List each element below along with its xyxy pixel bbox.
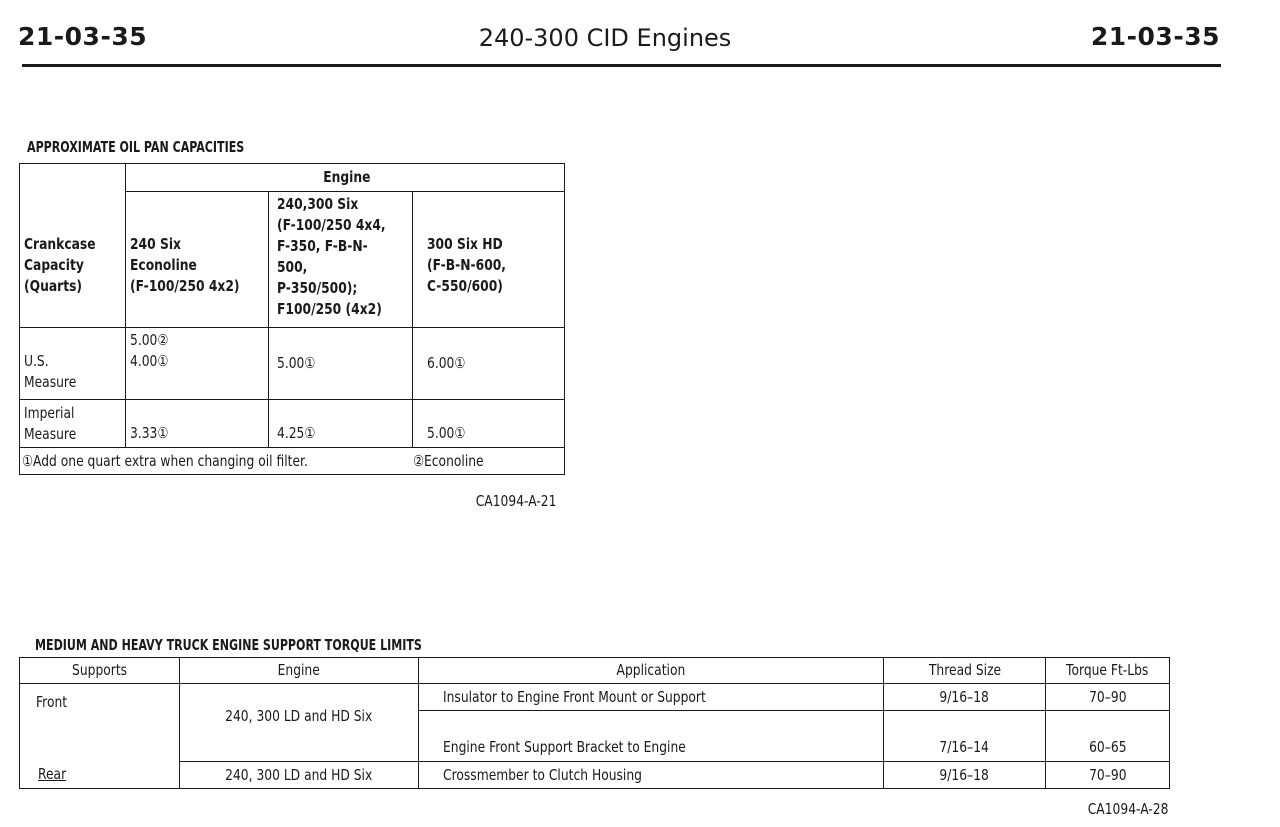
value-cell xyxy=(413,328,565,400)
engine-group-label: Engine xyxy=(323,168,371,186)
torque-crossmember: 70–90 xyxy=(1088,765,1127,784)
page-number-left: 21-03-35 xyxy=(18,22,148,51)
supports-rear-cell xyxy=(20,762,180,789)
application-cell xyxy=(418,711,884,762)
application-insulator: Insulator to Engine Front Mount or Support xyxy=(442,687,706,706)
value-imperial-240-300-six: 4.25① xyxy=(276,424,316,442)
row-label-cell xyxy=(20,328,126,400)
header-supports: Supports xyxy=(71,661,127,679)
application-cell xyxy=(418,684,884,711)
header-torque: Torque Ft-Lbs xyxy=(1066,661,1149,679)
torque-front-bracket: 60–65 xyxy=(1088,738,1127,756)
engine-support-torque-table xyxy=(19,657,1170,789)
torque-table-title: MEDIUM AND HEAVY TRUCK ENGINE SUPPORT TORQUE LIMITS xyxy=(35,636,422,654)
value-us-240-econoline: 5.00② 4.00① xyxy=(129,331,169,370)
supports-front-label: Front xyxy=(36,693,68,711)
value-us-240-300-six: 5.00① xyxy=(276,354,316,372)
page-title: 240-300 CID Engines xyxy=(478,24,732,52)
column-header-300-six-hd: 300 Six HD (F-B-N-600, C-550/600) xyxy=(427,235,507,295)
header-engine: Engine xyxy=(277,661,320,679)
header-cell xyxy=(20,658,180,684)
column-header-cell xyxy=(125,192,268,328)
row-header-cell xyxy=(20,164,126,328)
application-cell xyxy=(418,762,884,789)
header-thread-size: Thread Size xyxy=(928,661,1001,679)
thread-cell xyxy=(884,762,1046,789)
torque-cell xyxy=(1046,762,1170,789)
table-row xyxy=(20,400,565,448)
footnote-oil-filter: ①Add one quart extra when changing oil filter. xyxy=(22,451,308,470)
page-number-right: 21-03-35 xyxy=(1090,22,1220,51)
column-header-240-300-six: 240,300 Six (F-100/250 4x4, F-350, F-B-N-500, P-350/500); F100/250 (4x2) xyxy=(276,195,386,318)
table-row xyxy=(20,684,1170,711)
torque-header-row xyxy=(20,658,1170,684)
thread-crossmember: 9/16–18 xyxy=(939,765,990,784)
application-front-bracket: Engine Front Support Bracket to Engine xyxy=(442,738,686,756)
header-cell xyxy=(418,658,884,684)
oil-table-title: APPROXIMATE OIL PAN CAPACITIES xyxy=(27,138,245,156)
torque-cell xyxy=(1046,684,1170,711)
thread-front-bracket: 7/16–14 xyxy=(939,738,990,756)
torque-cell xyxy=(1046,711,1170,762)
value-imperial-300-six-hd: 5.00① xyxy=(427,424,466,442)
value-cell xyxy=(125,400,268,448)
column-header-cell xyxy=(413,192,565,328)
header-cell xyxy=(1046,658,1170,684)
supports-front-cell xyxy=(20,684,180,762)
value-cell xyxy=(413,400,565,448)
footnote-econoline: ②Econoline xyxy=(413,452,484,470)
row-label-us-measure: U.S. Measure xyxy=(24,352,77,391)
engine-front-cell xyxy=(179,684,418,762)
header-rule xyxy=(22,64,1221,67)
thread-insulator: 9/16–18 xyxy=(939,687,990,706)
thread-cell xyxy=(884,711,1046,762)
application-crossmember: Crossmember to Clutch Housing xyxy=(442,765,642,784)
engine-rear-value: 240, 300 LD and HD Six xyxy=(225,765,373,784)
torque-table-figure-code: CA1094-A-28 xyxy=(1087,800,1168,818)
supports-rear-label: Rear xyxy=(38,765,67,784)
value-cell xyxy=(268,328,413,400)
value-cell xyxy=(125,328,268,400)
row-header-label: Crankcase Capacity (Quarts) xyxy=(24,235,96,295)
engine-rear-cell xyxy=(179,762,418,789)
table-row xyxy=(20,762,1170,789)
footnote-cell xyxy=(20,448,565,475)
oil-pan-capacities-table xyxy=(19,163,565,475)
column-header-cell xyxy=(268,192,413,328)
column-header-240-econoline: 240 Six Econoline (F-100/250 4x2) xyxy=(129,235,240,295)
header-application: Application xyxy=(616,661,686,679)
row-label-cell xyxy=(20,400,126,448)
torque-insulator: 70–90 xyxy=(1088,687,1127,706)
oil-table-group-row xyxy=(20,164,565,192)
row-label-imperial-measure: Imperial Measure xyxy=(24,403,77,443)
footnote-row xyxy=(20,448,565,475)
header-cell xyxy=(179,658,418,684)
value-imperial-240-econoline: 3.33① xyxy=(129,424,169,442)
table-row xyxy=(20,328,565,400)
engine-group-cell xyxy=(125,164,564,192)
value-cell xyxy=(268,400,413,448)
engine-front-value: 240, 300 LD and HD Six xyxy=(225,707,373,725)
value-us-300-six-hd: 6.00① xyxy=(427,354,466,372)
header-cell xyxy=(884,658,1046,684)
oil-table-figure-code: CA1094-A-21 xyxy=(475,492,556,510)
thread-cell xyxy=(884,684,1046,711)
